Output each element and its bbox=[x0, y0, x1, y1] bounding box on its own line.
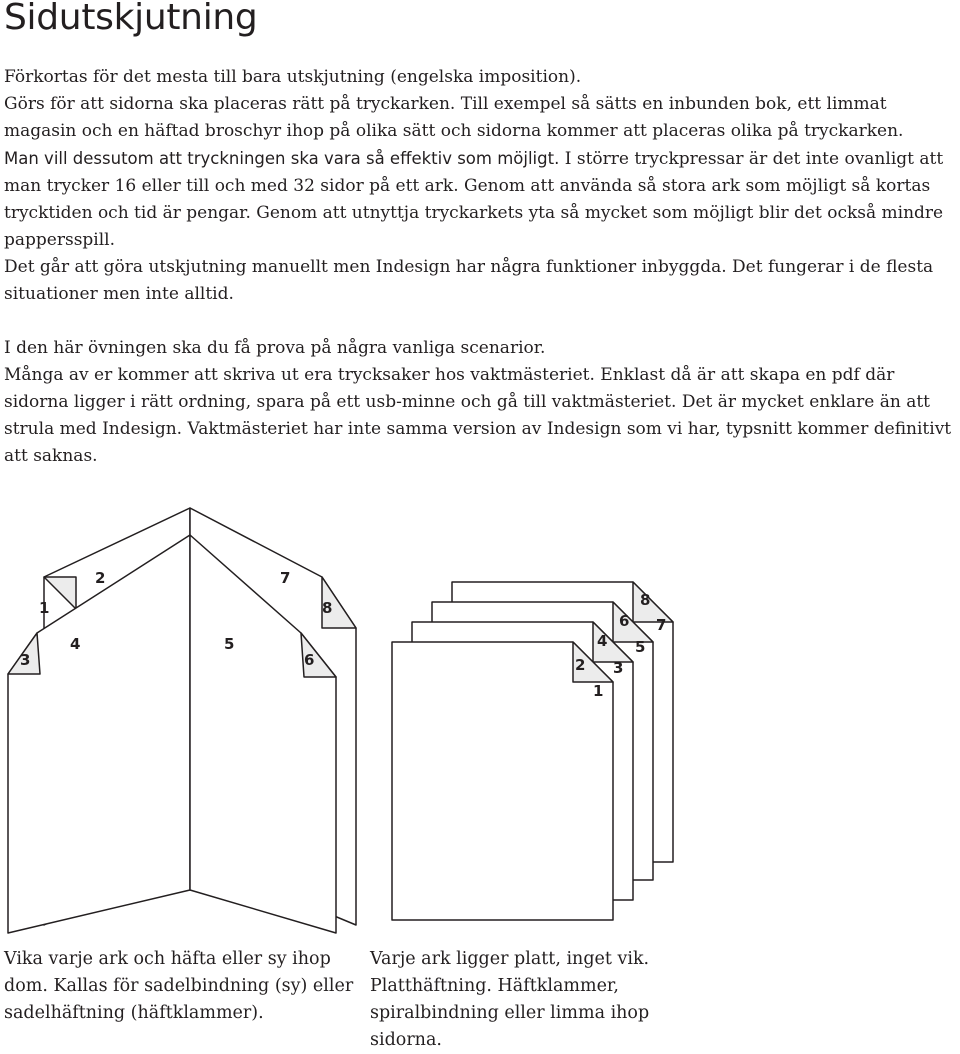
saddle-page-2: 2 bbox=[95, 569, 106, 587]
paragraph-purpose: Görs för att sidorna ska placeras rätt på tryckarken. Till exempel så sätts en inbunden bok, ett limmat magasin och en häftad broschyr ihop på olika sätt och sidorna kommer att placeras olika på tryckarken. bbox=[4, 94, 904, 141]
paragraph-efficiency bbox=[4, 145, 956, 254]
paragraph-printing: Många av er kommer att skriva ut era trycksaker hos vaktmästeriet. Enklast då är att skapa en pdf där sidorna ligger i rätt ordning, spara på ett usb-minne och gå till vaktmästeriet. Det är mycket enklare än att strula med Indesign. Vaktmästeriet har inte samma version av Indesign som vi har, typsnitt kommer definitivt att saknas. bbox=[4, 365, 952, 466]
saddle-page-4: 4 bbox=[70, 635, 81, 653]
flat-page-4: 4 bbox=[597, 632, 608, 650]
flat-page-7: 7 bbox=[656, 616, 667, 634]
saddle-page-5: 5 bbox=[224, 635, 235, 653]
paragraph-exercise: I den här övningen ska du få prova på några vanliga scenarior. bbox=[4, 338, 546, 358]
saddle-caption: Vika varje ark och häfta eller sy ihop dom. Kallas för sadelbindning (sy) eller sadelhäftning (häftklammer). bbox=[4, 949, 354, 1023]
paragraph-indesign: Det går att göra utskjutning manuellt men Indesign har några funktioner inbyggda. Det fungerar i de flesta situationer men inte alltid. bbox=[4, 257, 934, 304]
saddle-page-6: 6 bbox=[304, 651, 315, 669]
flat-page-2: 2 bbox=[575, 656, 586, 674]
paragraph-abbreviation: Förkortas för det mesta till bara utskjutning (engelska imposition). bbox=[4, 67, 582, 87]
saddle-page-1: 1 bbox=[39, 599, 50, 617]
press-sheets-sentence: I större tryckpressar är det inte ovanligt att man trycker 16 eller till och med 32 sidor på ett ark. Genom att använda så stora ark som möjligt så kortas trycktiden och tid är pengar. Genom att utnyttja tryckarkets yta så mycket som möjligt blir det också mindre pappersspill. bbox=[4, 149, 944, 250]
saddle-page-3: 3 bbox=[20, 651, 31, 669]
imposition-figure bbox=[0, 500, 960, 940]
flat-sheet-1 bbox=[392, 642, 613, 920]
saddle-page-7: 7 bbox=[280, 569, 291, 587]
flat-caption: Varje ark ligger platt, inget vik. Platthäftning. Häftklammer, spiralbindning eller limma ihop sidorna. bbox=[370, 949, 650, 1050]
saddle-page-8: 8 bbox=[322, 599, 333, 617]
flat-page-6: 6 bbox=[619, 612, 630, 630]
flat-page-5: 5 bbox=[635, 638, 646, 656]
efficiency-sentence: Man vill dessutom att tryckningen ska vara så effektiv som möjligt. bbox=[4, 149, 560, 168]
flat-page-8: 8 bbox=[640, 591, 651, 609]
page-title: Sidutskjutning bbox=[4, 0, 258, 38]
flat-page-1: 1 bbox=[593, 682, 604, 700]
body-text bbox=[4, 64, 956, 470]
flat-page-3: 3 bbox=[613, 659, 624, 677]
